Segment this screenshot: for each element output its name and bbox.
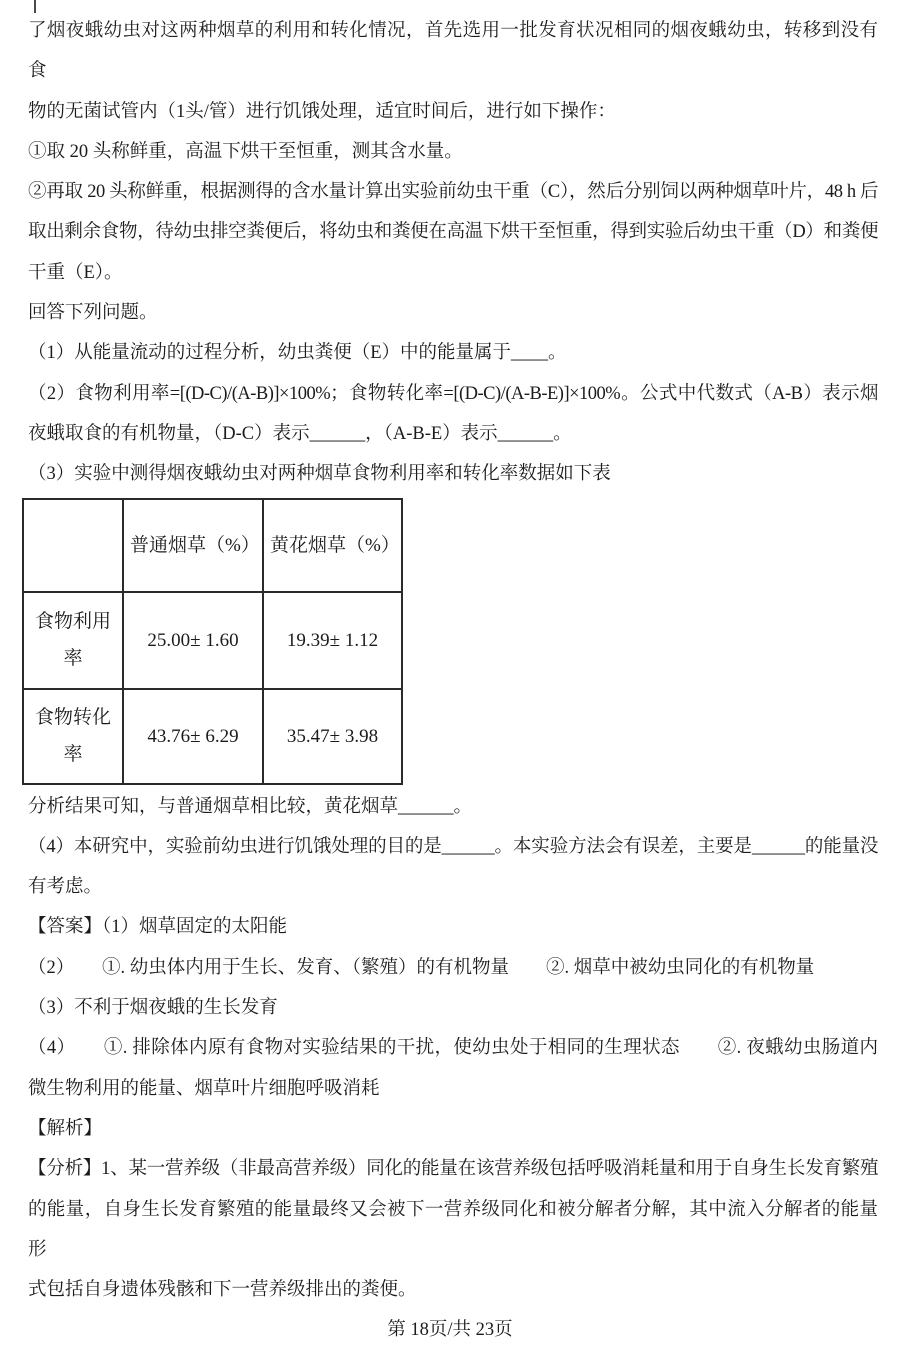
table-row-label: 食物转化率: [23, 689, 123, 784]
text-line: 了烟夜蛾幼虫对这两种烟草的利用和转化情况，首先选用一批发育状况相同的烟夜蛾幼虫，转移到没有食: [28, 21, 878, 82]
answer-line: （2） ①. 幼虫体内用于生长、发育、（繁殖）的有机物量 ②. 烟草中被幼虫同化的有机物量: [28, 957, 815, 978]
text-line: 回答下列问题。: [28, 303, 158, 324]
results-table: [22, 498, 403, 785]
table-cell: 35.47± 3.98: [263, 689, 402, 784]
page-number-footer: 第 18页/共 23页: [387, 1320, 513, 1341]
text-line: 有考虑。: [28, 877, 103, 898]
question-4-line: （4）本研究中，实验前幼虫进行饥饿处理的目的是______。本实验方法会有误差，主要是______的能量没: [28, 836, 878, 857]
table-header-cell: [23, 499, 123, 592]
answer-line: （4） ①. 排除体内原有食物对实验结果的干扰，使幼虫处于相同的生理状态 ②. 夜蛾幼虫肠道内: [28, 1038, 878, 1059]
text-line: 干重（E）。: [28, 262, 123, 283]
answer-line: 微生物利用的能量、烟草叶片细胞呼吸消耗: [28, 1078, 380, 1099]
analysis-line: 式包括自身遗体残骸和下一营养级排出的粪便。: [28, 1280, 417, 1301]
text-line: 物的无菌试管内（1头/管）进行饥饿处理，适宜时间后，进行如下操作：: [28, 101, 616, 122]
table-row-label: 食物利用率: [23, 592, 123, 689]
table-cell: 43.76± 6.29: [123, 689, 263, 784]
answer-line: 【答案】（1）烟草固定的太阳能: [28, 917, 288, 938]
table-header-row: [23, 499, 402, 592]
text-line: 取出剩余食物，待幼虫排空粪便后，将幼虫和粪便在高温下烘干至恒重，得到实验后幼虫干重（D）和粪便: [28, 222, 878, 243]
table-cell: 19.39± 1.12: [263, 592, 402, 689]
table-header-cell: 普通烟草（%）: [123, 499, 263, 592]
analysis-heading: 【解析】: [28, 1118, 103, 1139]
answer-line: （3）不利于烟夜蛾的生长发育: [28, 998, 278, 1019]
text-line: ①取 20 头称鲜重，高温下烘干至恒重，测其含水量。: [28, 141, 463, 162]
text-line: 分析结果可知，与普通烟草相比较，黄花烟草______。: [28, 796, 473, 817]
question-3-line: （3）实验中测得烟夜蛾幼虫对两种烟草食物利用率和转化率数据如下表: [28, 464, 611, 485]
table-row: [23, 592, 402, 689]
question-2-line: （2）食物利用率=[(D-C)/(A-B)]×100%；食物转化率=[(D-C)/(A-B-E)]×100%。公式中代数式（A-B）表示烟: [28, 383, 878, 404]
analysis-line: 【分析】1、某一营养级（非最高营养级）同化的能量在该营养级包括呼吸消耗量和用于自身生长发育繁殖: [28, 1159, 878, 1180]
table-row: [23, 689, 402, 784]
table-cell: 25.00± 1.60: [123, 592, 263, 689]
text-line: ②再取 20 头称鲜重，根据测得的含水量计算出实验前幼虫干重（C），然后分别饲以两种烟草叶片，48 h 后: [28, 182, 878, 203]
question-1-line: （1）从能量流动的过程分析，幼虫粪便（E）中的能量属于____。: [28, 343, 567, 364]
analysis-line: 的能量，自身生长发育繁殖的能量最终又会被下一营养级同化和被分解者分解，其中流入分解者的能量形: [28, 1199, 878, 1260]
table-header-cell: 黄花烟草（%）: [263, 499, 402, 592]
text-line: 夜蛾取食的有机物量，（D-C）表示______，（A-B-E）表示______。: [28, 423, 572, 444]
stray-mark: [34, 0, 36, 13]
